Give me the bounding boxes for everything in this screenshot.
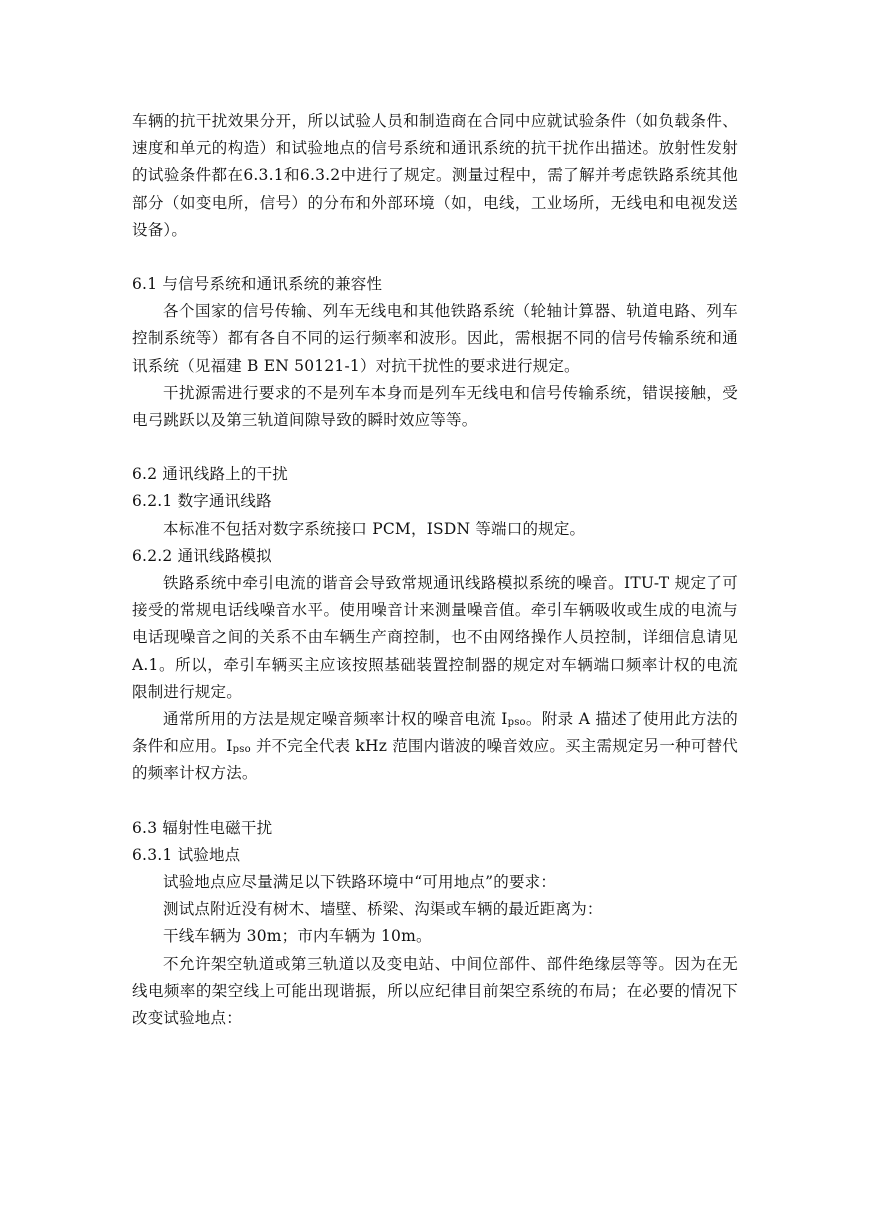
section-6-2-heading: 6.2 通讯线路上的干扰	[132, 465, 288, 484]
section-6-2-2-paragraph-1: 铁路系统中牵引电流的谐音会导致常规通讯线路模拟系统的噪音。ITU-T 规定了可接受的常规电话线噪音水平。使用噪音计来测量噪音值。牵引车辆吸收或生成的电流与电话现噪音之间的关系不由车辆生产商控制，也不由网络操作人员控制，详细信息请见 A.1。所以，牵引车辆买主应该按照基础装置控制器的规定对车辆端口频率计权的电流限制进行规定。	[132, 574, 738, 701]
section-6-3-1-paragraph-4: 不允许架空轨道或第三轨道以及变电站、中间位部件、部件绝缘层等等。因为在无线电频率的架空线上可能出现谐振，所以应纪律目前架空系统的布局；在必要的情况下改变试验地点：	[132, 954, 738, 1028]
section-6-2-2-heading: 6.2.2 通讯线路模拟	[132, 546, 272, 565]
section-6-3-heading: 6.3 辐射性电磁干扰	[132, 818, 273, 837]
section-6-2-1-paragraph: 本标准不包括对数字系统接口 PCM，ISDN 等端口的规定。	[163, 519, 586, 538]
intro-paragraph: 车辆的抗干扰效果分开，所以试验人员和制造商在合同中应就试验条件（如负载条件、速度和单元的构造）和试验地点的信号系统和通讯系统的抗干扰作出描述。放射性发射的试验条件都在6.3.1和6.3.2中进行了规定。测量过程中，需了解并考虑铁路系统其他部分（如变电所，信号）的分布和外部环境（如，电线，工业场所，无线电和电视发送设备）。	[132, 112, 738, 239]
section-6-3-1-heading: 6.3.1 试验地点	[132, 845, 241, 864]
text-segment: 通常所用的方法是规定噪音频率计权的噪音电流 I	[163, 710, 508, 729]
subscript-pso: pso	[232, 744, 251, 756]
section-6-1-paragraph-1: 各个国家的信号传输、列车无线电和其他铁路系统（轮轴计算器、轨道电路、列车控制系统等）都有各自不同的运行频率和波形。因此，需根据不同的信号传输系统和通讯系统（见福建 B EN 50121-1）对抗干扰性的要求进行规定。	[132, 302, 738, 375]
section-6-3-1-paragraph-1: 试验地点应尽量满足以下铁路环境中“可用地点”的要求：	[163, 873, 557, 892]
section-6-2-1-heading: 6.2.1 数字通讯线路	[132, 492, 272, 511]
section-6-1-paragraph-2: 干扰源需进行要求的不是列车本身而是列车无线电和信号传输系统，错误接触，受电弓跳跃以及第三轨道间隙导致的瞬时效应等等。	[132, 383, 738, 430]
section-6-2-2-paragraph-2	[132, 706, 738, 788]
subscript-pso: pso	[507, 717, 526, 729]
section-6-1-heading: 6.1 与信号系统和通讯系统的兼容性	[132, 275, 383, 294]
section-6-3-1-paragraph-2: 测试点附近没有树木、墙壁、桥梁、沟渠或车辆的最近距离为：	[163, 900, 603, 919]
section-6-3-1-paragraph-3: 干线车辆为 30m；市内车辆为 10m。	[163, 927, 432, 946]
text-segment: 并不完全代表 kHz 范围内谐波的噪音效应。买主需规定另一种可替代的频率计权方法。	[132, 737, 738, 783]
text-segment: 。附录 A 描述了使用此方法的条件和应用。I	[132, 710, 738, 756]
document-page	[132, 108, 738, 1032]
